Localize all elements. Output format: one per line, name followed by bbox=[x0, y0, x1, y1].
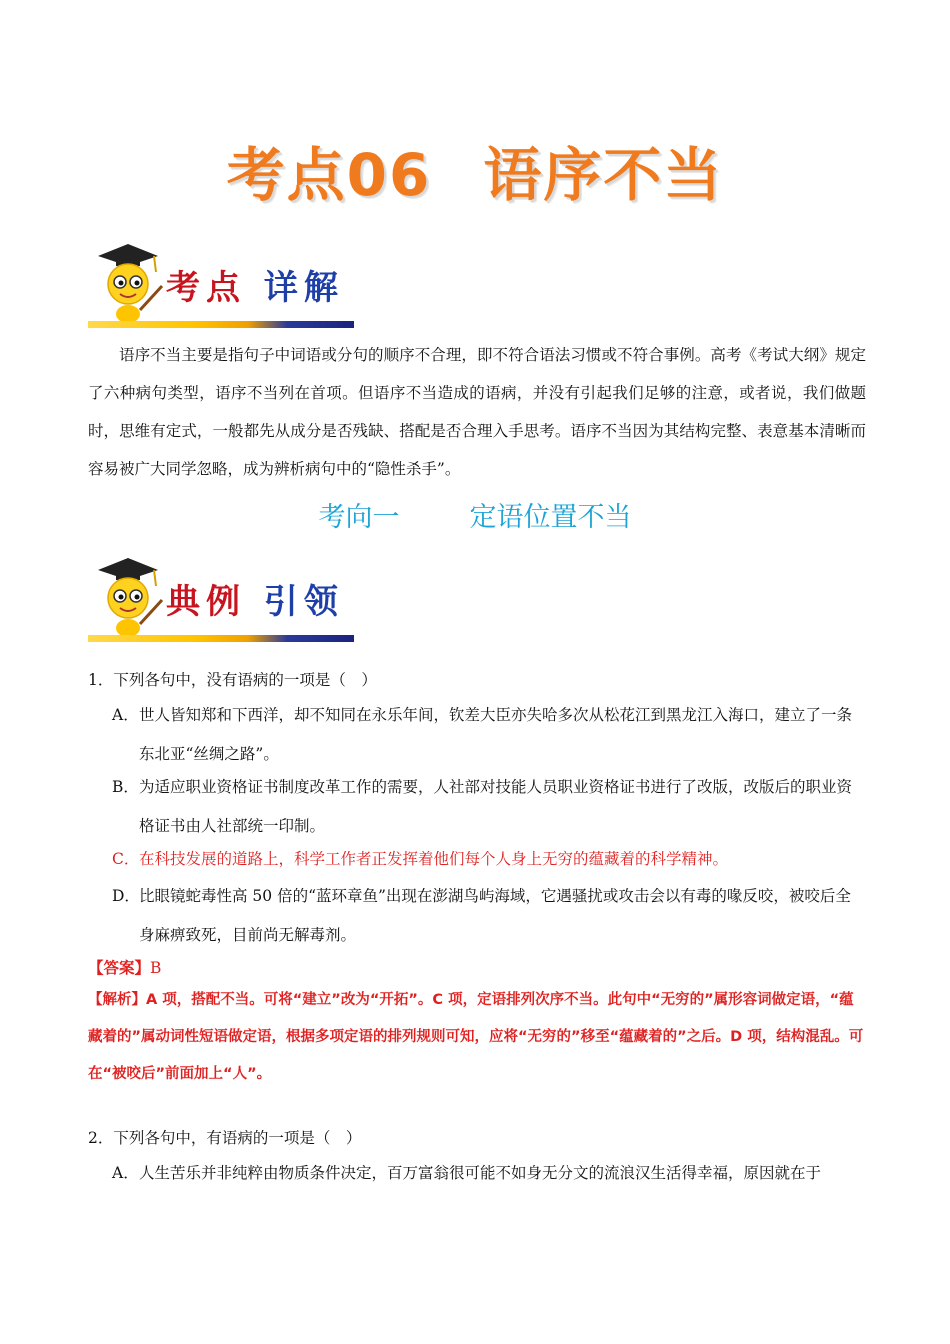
section-badge-kaodian bbox=[88, 238, 358, 328]
section-label: 考点 详解 bbox=[166, 268, 344, 308]
section-underline bbox=[88, 321, 354, 328]
q1-option-d: D． 比眼镜蛇毒性高 50 倍的“蓝环章鱼”出现在澎湖鸟屿海域，它遇骚扰或攻击会以有毒的喙反咬，被咬后全身麻痹致死，目前尚无解毒剂。 bbox=[112, 887, 851, 944]
page-title: 考点06 语序不当 bbox=[226, 141, 724, 209]
q1-option-c: C． 在科技发展的道路上，科学工作者正发挥着他们每个人身上无穷的蕴藏着的科学精神。 bbox=[112, 850, 729, 868]
question-1-stem: 1．下列各句中，没有语病的一项是（ ） bbox=[88, 671, 377, 689]
question-2-stem: 2．下列各句中，有语病的一项是（ ） bbox=[88, 1129, 362, 1147]
intro-paragraph: 语序不当主要是指句子中词语或分句的顺序不合理，即不符合语法习惯或不符合事例。高考《考试大纲》规定了六种病句类型，语序不当列在首项。但语序不当造成的语病，并没有引起我们足够的注意，或者说，我们做题时，思维有定式，一般都先从成分是否残缺、搭配是否合理入手思考。语序不当因为其结构完整、表意基本清晰而容易被广大同学忽略，成为辨析病句中的“隐性杀手”。 bbox=[88, 346, 866, 478]
q2-option-a: A． 人生苦乐并非纯粹由物质条件决定，百万富翁很可能不如身无分文的流浪汉生活得幸福，原因就在于 bbox=[112, 1164, 822, 1182]
subheading: 考向一 定语位置不当 bbox=[318, 502, 632, 533]
q1-analysis: 【解析】A 项，搭配不当。可将“建立”改为“开拓”。C 项，定语排列次序不当。此句中“无穷的”属形容词做定语，“蕴藏着的”属动词性短语做定语，根据多项定语的排列规则可知，应将“无穷的”移至“蕴藏着的”之后。D 项，结构混乱。可在“被咬后”前面加上“人”。 bbox=[88, 992, 864, 1082]
q1-option-a: A． 世人皆知郑和下西洋，却不知同在永乐年间，钦差大臣亦失哈多次从松花江到黑龙江入海口，建立了一条东北亚“丝绸之路”。 bbox=[112, 706, 853, 763]
section-label: 典例 引领 bbox=[166, 582, 344, 622]
q1-option-b: B． 为适应职业资格证书制度改革工作的需要，人社部对技能人员职业资格证书进行了改版，改版后的职业资格证书由人社部统一印制。 bbox=[112, 778, 853, 835]
scholar-mascot-icon bbox=[88, 552, 168, 642]
q1-answer: 【答案】B bbox=[88, 959, 162, 977]
section-badge-dianli bbox=[88, 552, 358, 642]
section-underline bbox=[88, 635, 354, 642]
scholar-mascot-icon bbox=[88, 238, 168, 328]
